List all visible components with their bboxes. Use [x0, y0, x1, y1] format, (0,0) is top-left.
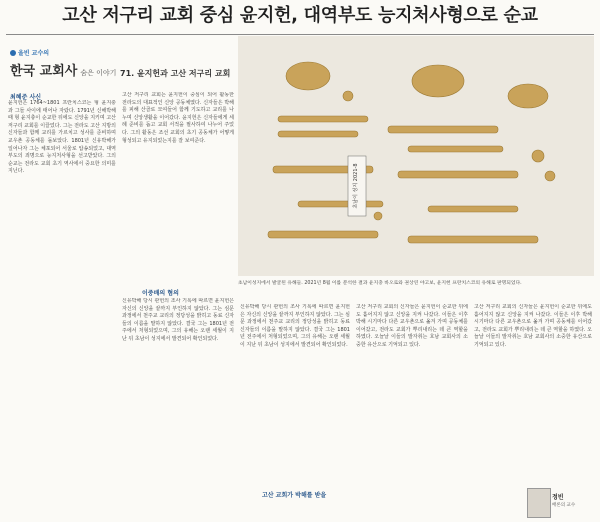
author-role: 배론의 교수 — [552, 503, 576, 508]
author-box — [527, 488, 599, 522]
column-header — [6, 46, 236, 86]
episode-title: 71. 윤지헌과 고산 저구리 교회 — [120, 69, 231, 78]
top-rule — [6, 34, 594, 35]
photo-sign-label: 초남이 성지 2021-8 — [353, 163, 359, 209]
column-badge: 올빈 교수의 — [10, 48, 49, 57]
body-column-4: 고산 저구리 교회의 신자들은 윤지헌이 순교한 뒤에도 흩어지지 않고 신앙을 지켜 나갔다. 이들은 이후 박해 시기마다 다른 교우촌으로 옮겨 가며 공동체를 이어갔고, 전라도 교회가 뿌리내리는 데 큰 역할을 하였다. 오늘날 이들의 발자취는 호남 교회사의 소중한 유산으로 기억되고 있다. — [356, 304, 468, 348]
section-heading-2: 이중배의 혐의 — [142, 290, 179, 297]
photo-caption: 초남이성지에서 발굴된 유해들. 2021년 8월 이를 분석한 결과 윤지충 바오로와 권상연 야고보, 윤지헌 프란치스코의 유해로 판명되었다. — [238, 281, 522, 286]
series-title — [10, 60, 116, 79]
body-column-5: 고산 저구리 교회의 신자들은 윤지헌이 순교한 뒤에도 흩어지지 않고 신앙을 지켜 나갔다. 이들은 이후 박해 시기마다 다른 교우촌으로 옮겨 가며 공동체를 이어갔고, 전라도 교회가 뿌리내리는 데 큰 역할을 하였다. 오늘날 이들의 발자취는 호남 교회사의 소중한 유산으로 기억되고 있다. — [474, 304, 592, 348]
bones-illustration — [238, 36, 594, 276]
series-suffix: 숨은 이야기 — [80, 69, 117, 77]
relic-photo — [238, 36, 594, 276]
headline: 고산 저구리 교회 중심 윤지헌, 대역부도 능지처사형으로 순교 — [62, 5, 538, 26]
body-column-2b: 신유박해 당시 관헌의 조사 기록에 따르면 윤지헌은 자신의 신앙을 끝까지 부인하지 않았다. 그는 심문 과정에서 천주교 교리의 정당성을 밝히고 동료 신자들의 이름을 말하지 않았다. 결국 그는 1801년 전주에서 처형되었으며, 그의 유해는 오랜 세월이 지난 뒤 초남이 성지에서 발견되어 확인되었다. — [122, 298, 234, 342]
section-heading-3: 고산 교회가 박해를 받을 — [262, 492, 327, 499]
body-column-3: 신유박해 당시 관헌의 조사 기록에 따르면 윤지헌은 자신의 신앙을 끝까지 부인하지 않았다. 그는 심문 과정에서 천주교 교리의 정당성을 밝히고 동료 신자들의 이름을 말하지 않았다. 결국 그는 1801년 전주에서 처형되었으며, 그의 유해는 오랜 세월이 지난 뒤 초남이 성지에서 발견되어 확인되었다. — [240, 304, 350, 348]
author-photo — [527, 488, 551, 518]
series-name: 한국 교회사 — [10, 64, 78, 79]
author-name: 정빈 — [552, 494, 564, 501]
section-heading-1: 최혜준 사신 — [10, 94, 42, 101]
body-column-2: 고산 저구리 교회는 윤지헌이 중심이 되어 활동한 전라도의 대표적인 신앙 공동체였다. 신자들은 박해를 피해 산골로 모여들어 함께 기도하고 교리를 나누며 신앙생활을 이어갔다. 윤지헌은 신자들에게 세례 준비를 돕고 교회 서적을 필사하여 나누어 주었다. 그의 활동은 조선 교회의 초기 공동체가 어떻게 형성되고 유지되었는지를 잘 보여준다. — [122, 92, 234, 144]
body-column-1: 윤지헌은 1764~1801 프란치스코는 형 윤지충과 그들 사이에 태어나 자랐다. 1791년 신해박해 때 형 윤지충이 순교한 뒤에도 신앙을 지키며 고산 저구리 교회를 이끌었다. 그는 전라도 고산 지방의 신자들과 함께 교리를 가르치고 성사를 준비하며 교우촌 공동체를 돌보았다. 1801년 신유박해가 일어나자 그는 체포되어 서울로 압송되었고, 대역부도의 죄명으로 능지처사형을 선고받았다. 그의 순교는 전라도 교회 초기 역사에서 중요한 의미를 지닌다. — [8, 100, 116, 175]
